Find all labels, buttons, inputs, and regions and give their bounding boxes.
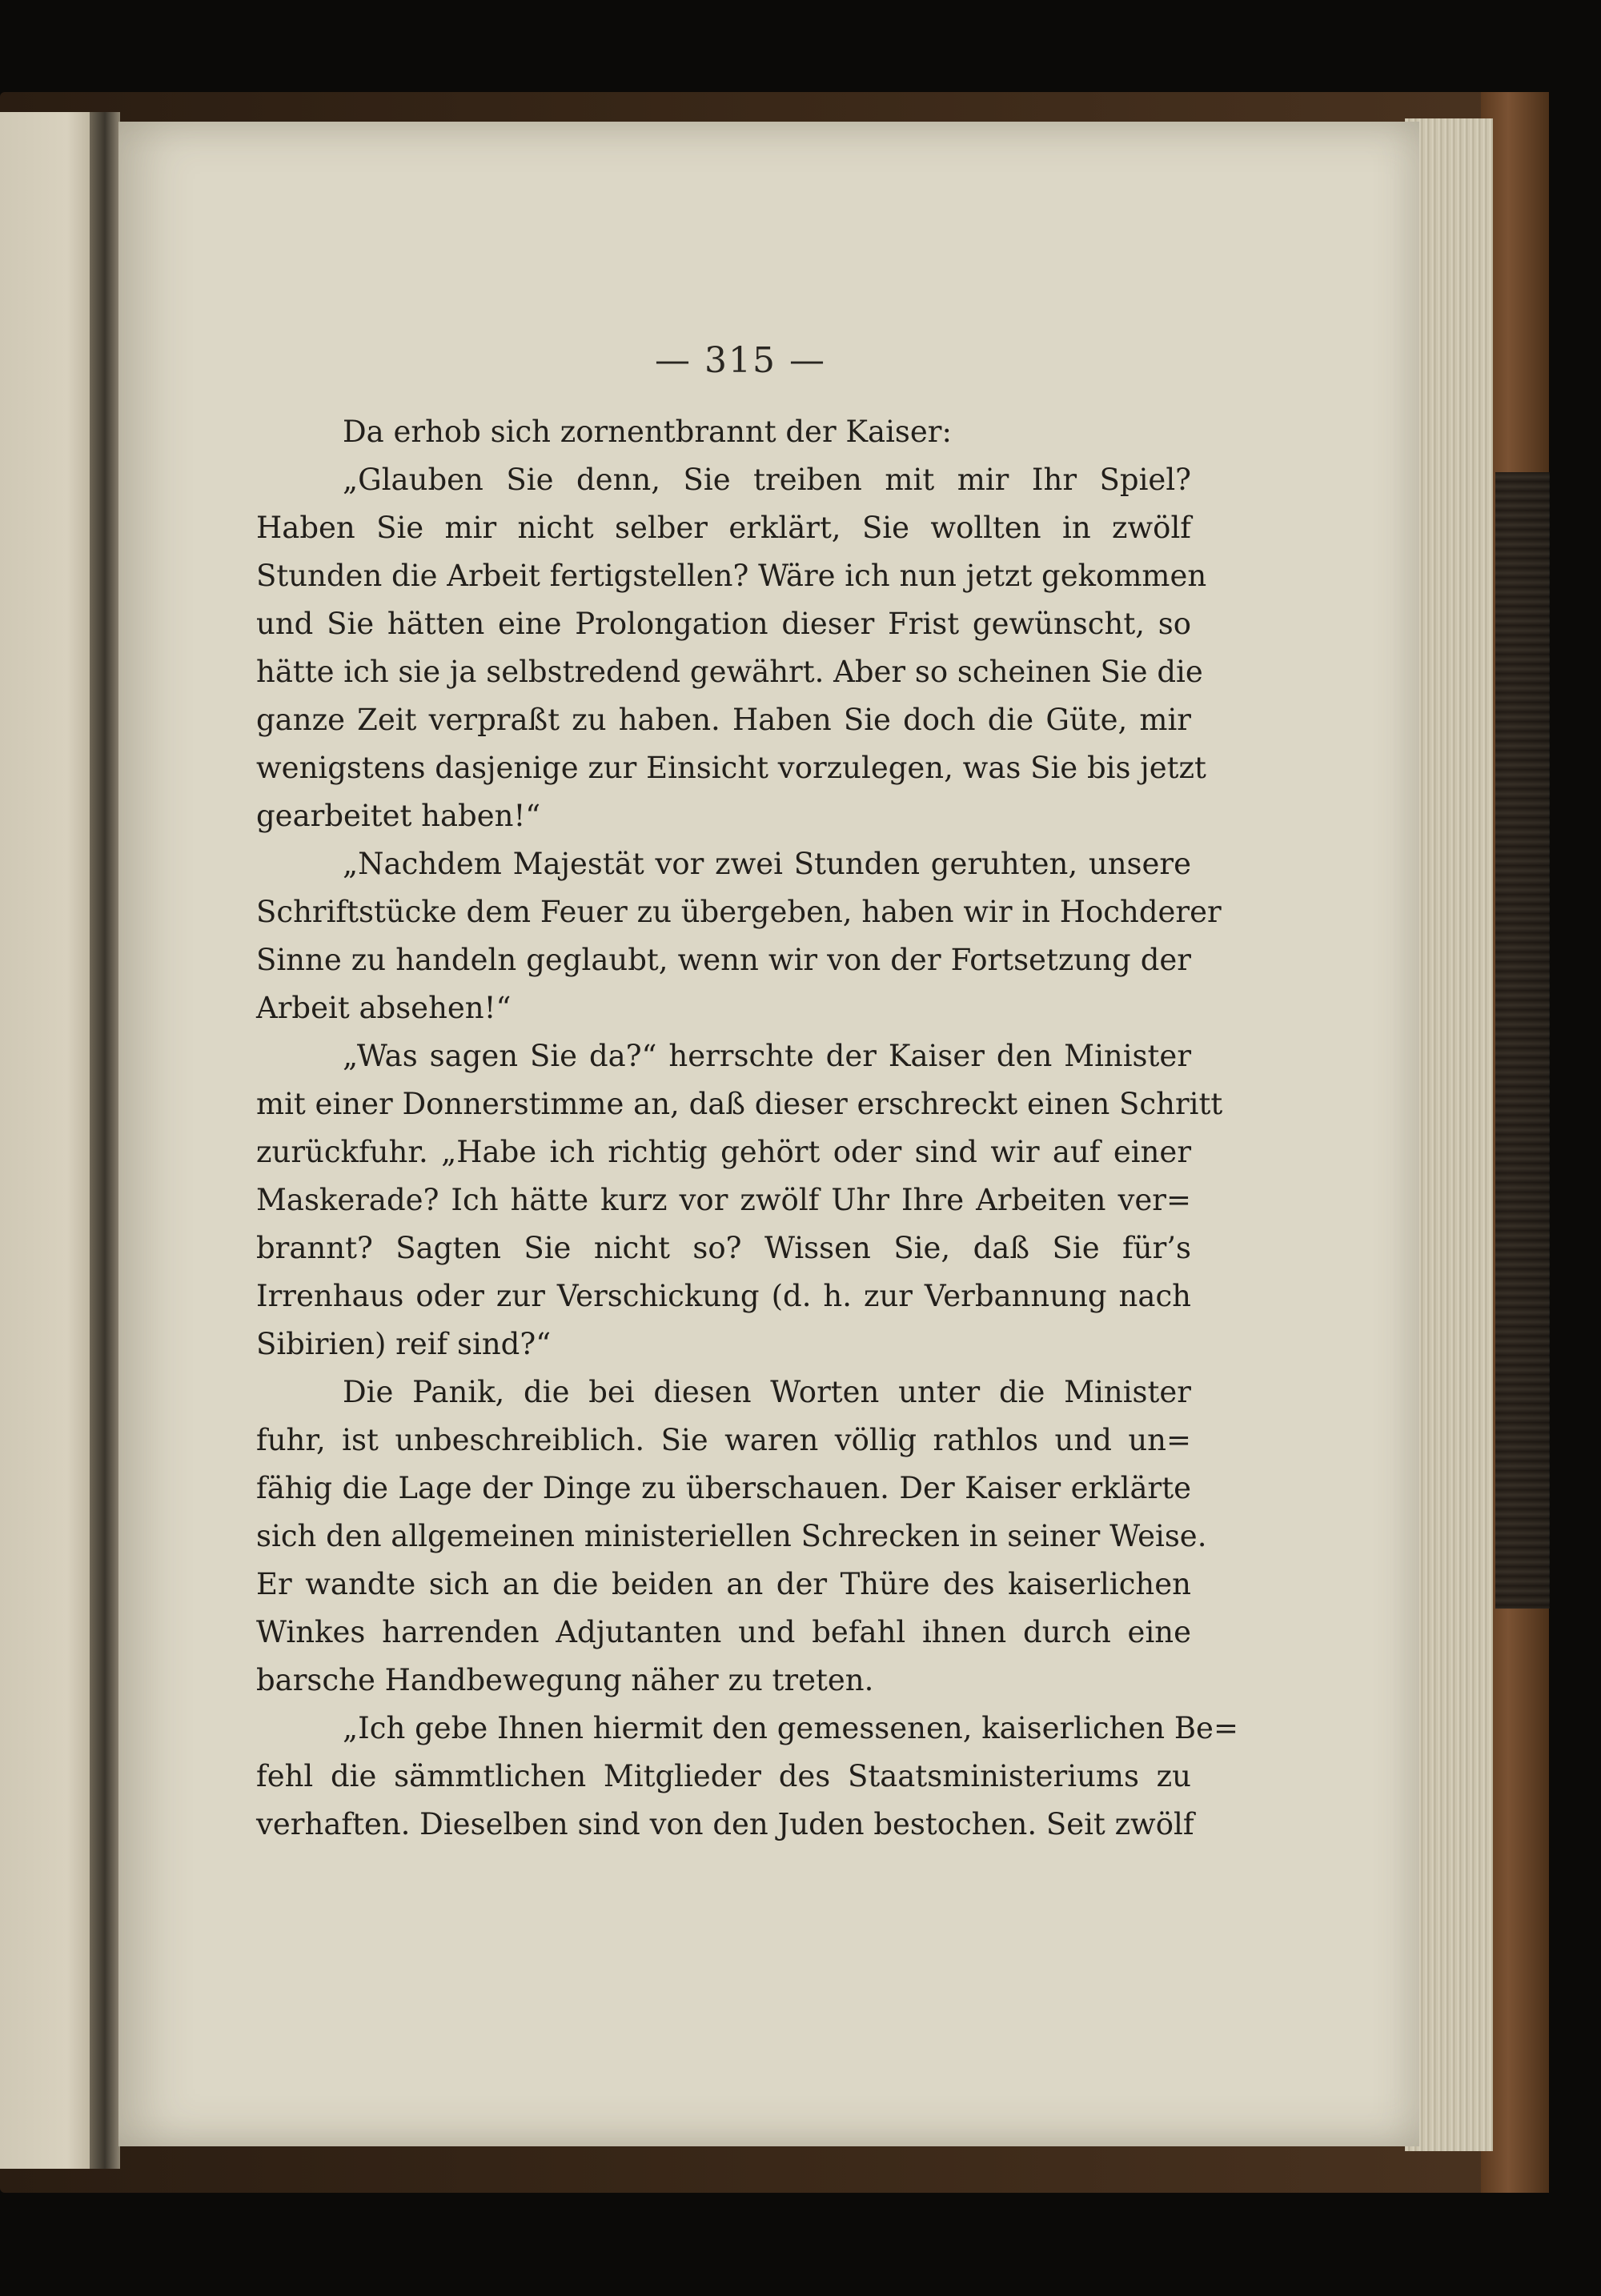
page-number: — 315 — <box>655 340 826 381</box>
text-line: Sinne zu handeln geglaubt, wenn wir von der Fortsetzung der <box>256 943 1191 977</box>
text-line: mit einer Donnerstimme an, daß dieser erschreckt einen Schritt <box>256 1087 1223 1121</box>
text-line: fuhr, ist unbeschreiblich. Sie waren völlig rathlos und un= <box>256 1423 1191 1457</box>
text-line: Er wandte sich an die beiden an der Thüre des kaiserlichen <box>256 1567 1191 1601</box>
text-line: Stunden die Arbeit fertigstellen? Wäre ich nun jetzt gekommen <box>256 559 1207 593</box>
text-line: ganze Zeit verpraßt zu haben. Haben Sie doch die Güte, mir <box>256 703 1191 737</box>
text-line: verhaften. Dieselben sind von den Juden bestochen. Seit zwölf <box>256 1807 1194 1841</box>
text-line: „Was sagen Sie da?“ herrschte der Kaiser den Minister <box>343 1039 1191 1073</box>
left-page-edge <box>0 112 96 2169</box>
text-line: brannt? Sagten Sie nicht so? Wissen Sie, daß Sie für’s <box>256 1231 1191 1265</box>
text-line: Maskerade? Ich hätte kurz vor zwölf Uhr Ihre Arbeiten ver= <box>256 1183 1191 1217</box>
text-line: zurückfuhr. „Habe ich richtig gehört oder sind wir auf einer <box>256 1135 1191 1169</box>
text-line: „Ich gebe Ihnen hiermit den gemessenen, kaiserlichen Be= <box>343 1711 1238 1745</box>
text-line: barsche Handbewegung näher zu treten. <box>256 1663 874 1697</box>
text-line: Die Panik, die bei diesen Worten unter die Minister <box>343 1375 1191 1409</box>
text-line: fähig die Lage der Dinge zu überschauen. Der Kaiser erklärte <box>256 1471 1191 1505</box>
text-line: fehl die sämmtlichen Mitglieder des Staatsministeriums zu <box>256 1759 1191 1793</box>
text-line: „Nachdem Majestät vor zwei Stunden geruhten, unsere <box>343 847 1191 881</box>
text-line: „Glauben Sie denn, Sie treiben mit mir Ihr Spiel? <box>343 463 1191 497</box>
text-line: Arbeit absehen!“ <box>256 991 512 1025</box>
page-text-block <box>256 408 1238 1849</box>
text-line: gearbeitet haben!“ <box>256 799 541 833</box>
text-line: Schriftstücke dem Feuer zu übergeben, haben wir in Hochderer <box>256 895 1222 929</box>
cover-spine-strip <box>1495 472 1550 1609</box>
text-line: Haben Sie mir nicht selber erklärt, Sie wollten in zwölf <box>256 511 1191 545</box>
text-line: Sibirien) reif sind?“ <box>256 1327 552 1361</box>
text-line: sich den allgemeinen ministeriellen Schrecken in seiner Weise. <box>256 1519 1207 1553</box>
text-line: Winkes harrenden Adjutanten und befahl ihnen durch eine <box>256 1615 1191 1649</box>
text-line: Irrenhaus oder zur Verschickung (d. h. zur Verbannung nach <box>256 1279 1191 1313</box>
text-line: und Sie hätten eine Prolongation dieser Frist gewünscht, so <box>256 607 1191 641</box>
page-gutter <box>90 112 120 2169</box>
text-line: Da erhob sich zornentbrannt der Kaiser: <box>343 415 952 449</box>
text-line: wenigstens dasjenige zur Einsicht vorzulegen, was Sie bis jetzt <box>256 751 1206 785</box>
text-line: hätte ich sie ja selbstredend gewährt. Aber so scheinen Sie die <box>256 655 1203 689</box>
